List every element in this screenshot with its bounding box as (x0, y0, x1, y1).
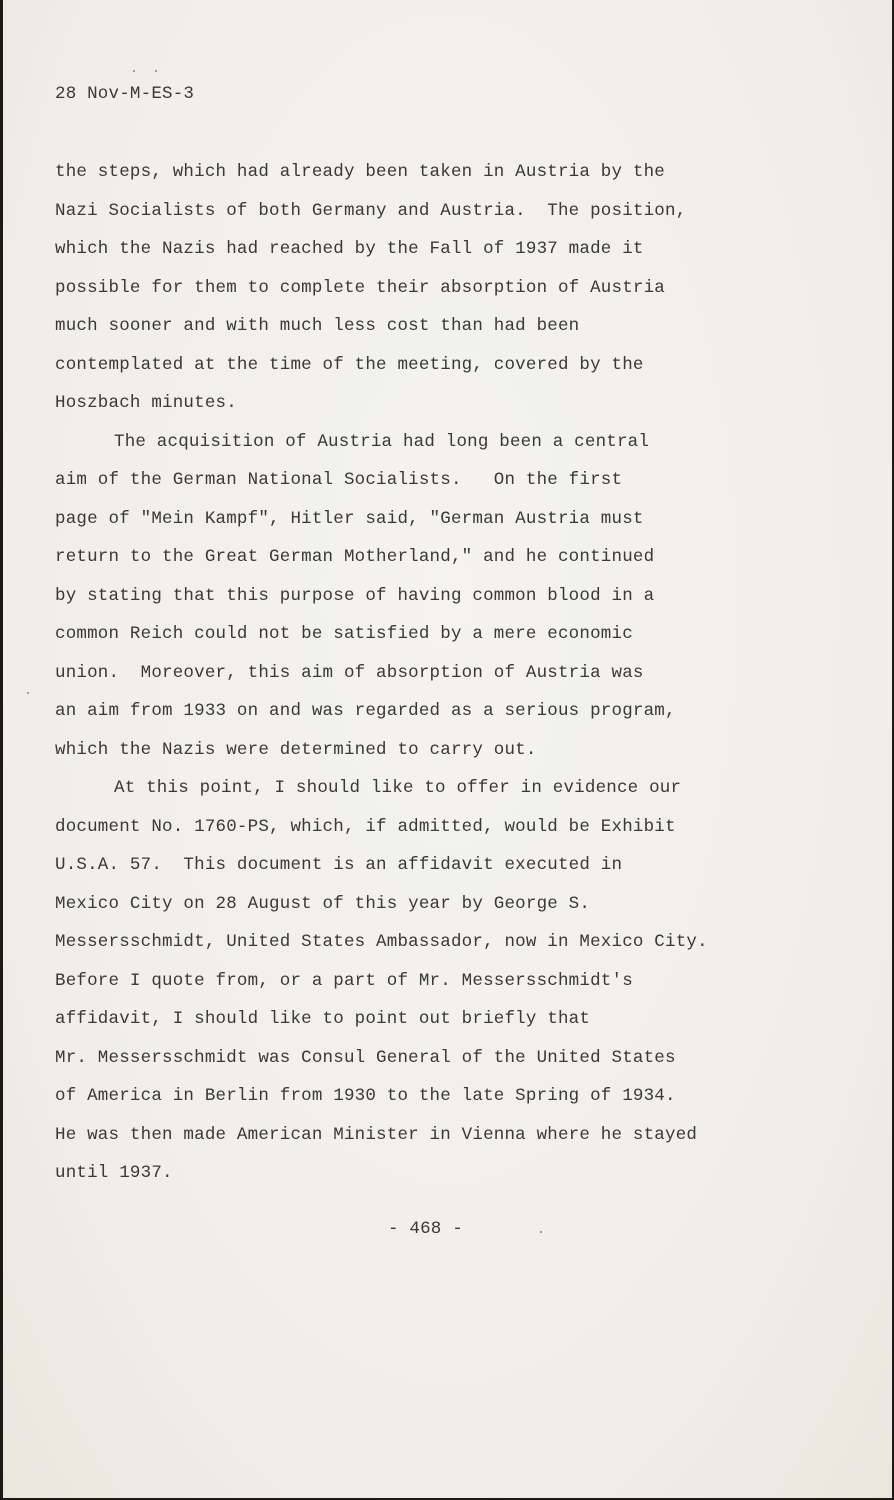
text-line: return to the Great German Motherland," and he continued (55, 547, 655, 567)
paper-speck (133, 70, 135, 72)
text-line: union. Moreover, this aim of absorption of Austria was (55, 662, 644, 683)
text-line: Mr. Messersschmidt was Consul General of the United States (55, 1047, 676, 1068)
text-line: page of "Mein Kampf", Hitler said, "German Austria must (55, 508, 644, 529)
text-line: He was then made American Minister in Vienna where he stayed (55, 1124, 698, 1145)
text-line: which the Nazis were determined to carry out. (55, 739, 537, 760)
page-number: - 468 - (388, 1219, 463, 1239)
text-line: until 1937. (55, 1163, 173, 1183)
text-line: by stating that this purpose of having common blood in a (55, 585, 655, 606)
text-line: possible for them to complete their absorption of Austria (55, 277, 665, 298)
text-line: document No. 1760-PS, which, if admitted, would be Exhibit (55, 816, 676, 837)
paragraph-first-line: At this point, I should like to offer in evidence our (114, 778, 682, 798)
document-header: 28 Nov-M-ES-3 (55, 84, 195, 104)
text-line: Hoszbach minutes. (55, 393, 237, 413)
text-line: much sooner and with much less cost than had been (55, 316, 580, 336)
text-line: contemplated at the time of the meeting, covered by the (55, 354, 644, 375)
text-line: U.S.A. 57. This document is an affidavit executed in (55, 855, 623, 875)
text-line: Before I quote from, or a part of Mr. Messersschmidt's (55, 970, 633, 991)
text-line: which the Nazis had reached by the Fall of 1937 made it (55, 239, 644, 259)
text-line: Mexico City on 28 August of this year by George S. (55, 893, 591, 914)
text-line: aim of the German National Socialists. On the first (55, 470, 623, 490)
paper-speck (27, 692, 29, 694)
paragraph-first-line: The acquisition of Austria had long been a central (114, 431, 650, 452)
paper-speck (155, 70, 157, 72)
text-line: affidavit, I should like to point out briefly that (55, 1009, 591, 1029)
document-body (55, 160, 855, 1200)
paper-speck (540, 1231, 542, 1233)
text-line: of America in Berlin from 1930 to the late Spring of 1934. (55, 1086, 676, 1106)
document-page (3, 0, 892, 1498)
text-line: Nazi Socialists of both Germany and Austria. The position, (55, 200, 687, 221)
text-line: an aim from 1933 on and was regarded as a serious program, (55, 701, 676, 721)
text-line: common Reich could not be satisfied by a mere economic (55, 624, 633, 644)
text-line: Messersschmidt, United States Ambassador, now in Mexico City. (55, 932, 708, 952)
text-line: the steps, which had already been taken in Austria by the (55, 162, 665, 182)
